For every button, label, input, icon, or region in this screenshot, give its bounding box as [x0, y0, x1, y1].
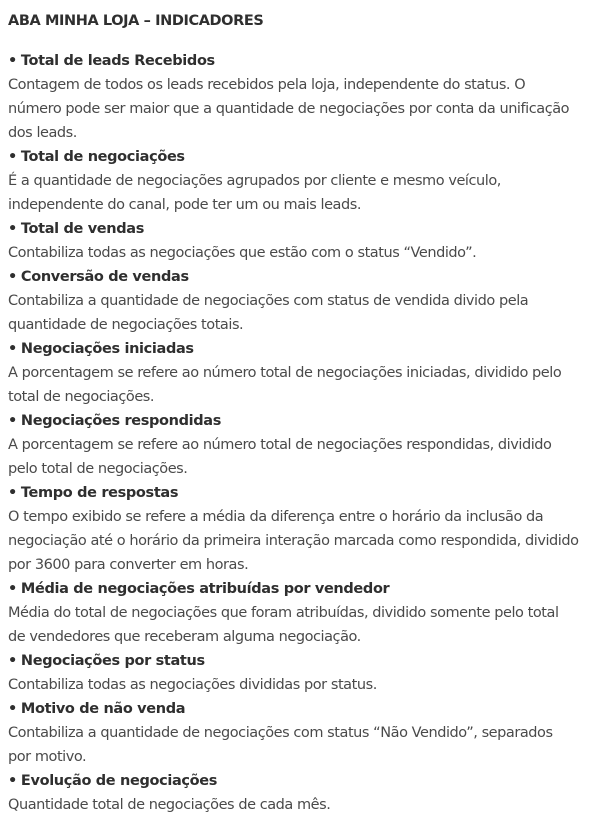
- indicator-description-line: negociação até o horário da primeira interação marcada como respondida, dividido: [8, 533, 579, 549]
- bullet-icon: •: [8, 485, 17, 501]
- indicator-description-line: Contabiliza a quantidade de negociações com status “Não Vendido”, separados: [8, 725, 553, 741]
- indicator-heading-text: Negociações por status: [20, 653, 205, 669]
- indicator-section: [8, 481, 600, 577]
- indicator-section: [8, 49, 600, 145]
- indicator-heading-text: Total de vendas: [20, 221, 144, 237]
- indicator-description-line: de vendedores que receberam alguma negociação.: [8, 629, 361, 645]
- indicator-description-line: O tempo exibido se refere a média da diferença entre o horário da inclusão da: [8, 509, 544, 525]
- indicator-description-line: por motivo.: [8, 749, 87, 765]
- bullet-icon: •: [8, 269, 17, 285]
- indicator-heading-text: Evolução de negociações: [20, 773, 218, 789]
- indicator-description-line: É a quantidade de negociações agrupados por cliente e mesmo veículo,: [8, 173, 501, 189]
- bullet-icon: •: [8, 773, 17, 789]
- indicator-heading: [8, 649, 600, 673]
- indicator-section: [8, 145, 600, 217]
- indicator-description-line: Contabiliza todas as negociações divididas por status.: [8, 677, 377, 693]
- indicator-description-line: Média do total de negociações que foram atribuídas, dividido somente pelo total: [8, 605, 559, 621]
- indicator-description-line: A porcentagem se refere ao número total de negociações iniciadas, dividido pelo: [8, 365, 562, 381]
- indicator-heading: [8, 481, 600, 505]
- bullet-icon: •: [8, 653, 17, 669]
- indicator-description-line: Contabiliza a quantidade de negociações com status de vendida divido pela: [8, 293, 529, 309]
- bullet-icon: •: [8, 413, 17, 429]
- indicator-heading: [8, 49, 600, 73]
- indicator-description-line: Contabiliza todas as negociações que estão com o status “Vendido”.: [8, 245, 477, 261]
- indicator-section: [8, 265, 600, 337]
- indicator-heading: [8, 697, 600, 721]
- indicator-section: [8, 409, 600, 481]
- indicator-heading-text: Total de leads Recebidos: [20, 53, 215, 69]
- indicator-heading-text: Tempo de respostas: [20, 485, 179, 501]
- indicator-description-line: quantidade de negociações totais.: [8, 317, 244, 333]
- indicator-description-line: total de negociações.: [8, 389, 155, 405]
- bullet-icon: •: [8, 53, 17, 69]
- indicator-description-line: Quantidade total de negociações de cada mês.: [8, 797, 331, 813]
- indicator-section: [8, 577, 600, 649]
- indicator-heading: [8, 577, 600, 601]
- bullet-icon: •: [8, 701, 17, 717]
- indicator-heading: [8, 769, 600, 793]
- bullet-icon: •: [8, 149, 17, 165]
- indicator-description-line: número pode ser maior que a quantidade de negociações por conta da unificação: [8, 101, 570, 117]
- indicator-heading: [8, 409, 600, 433]
- indicator-description-line: independente do canal, pode ter um ou mais leads.: [8, 197, 361, 213]
- indicator-description-line: pelo total de negociações.: [8, 461, 188, 477]
- bullet-icon: •: [8, 341, 17, 357]
- indicator-list: [8, 49, 600, 817]
- indicator-section: [8, 337, 600, 409]
- document-title: ABA MINHA LOJA – INDICADORES: [8, 13, 264, 29]
- indicator-section: [8, 217, 600, 265]
- indicator-heading: [8, 265, 600, 289]
- indicator-description-line: Contagem de todos os leads recebidos pela loja, independente do status. O: [8, 77, 526, 93]
- indicator-heading-text: Média de negociações atribuídas por vendedor: [20, 581, 390, 597]
- bullet-icon: •: [8, 581, 17, 597]
- indicator-heading-text: Motivo de não venda: [20, 701, 186, 717]
- indicator-description-line: por 3600 para converter em horas.: [8, 557, 249, 573]
- indicator-heading: [8, 145, 600, 169]
- indicator-description-line: dos leads.: [8, 125, 77, 141]
- indicator-heading-text: Total de negociações: [20, 149, 185, 165]
- indicator-heading: [8, 337, 600, 361]
- indicator-heading-text: Negociações respondidas: [20, 413, 222, 429]
- indicator-section: [8, 769, 600, 817]
- indicator-heading-text: Conversão de vendas: [20, 269, 189, 285]
- indicator-section: [8, 649, 600, 697]
- bullet-icon: •: [8, 221, 17, 237]
- indicator-description-line: A porcentagem se refere ao número total de negociações respondidas, dividido: [8, 437, 552, 453]
- indicator-heading: [8, 217, 600, 241]
- indicator-section: [8, 697, 600, 769]
- indicator-heading-text: Negociações iniciadas: [20, 341, 194, 357]
